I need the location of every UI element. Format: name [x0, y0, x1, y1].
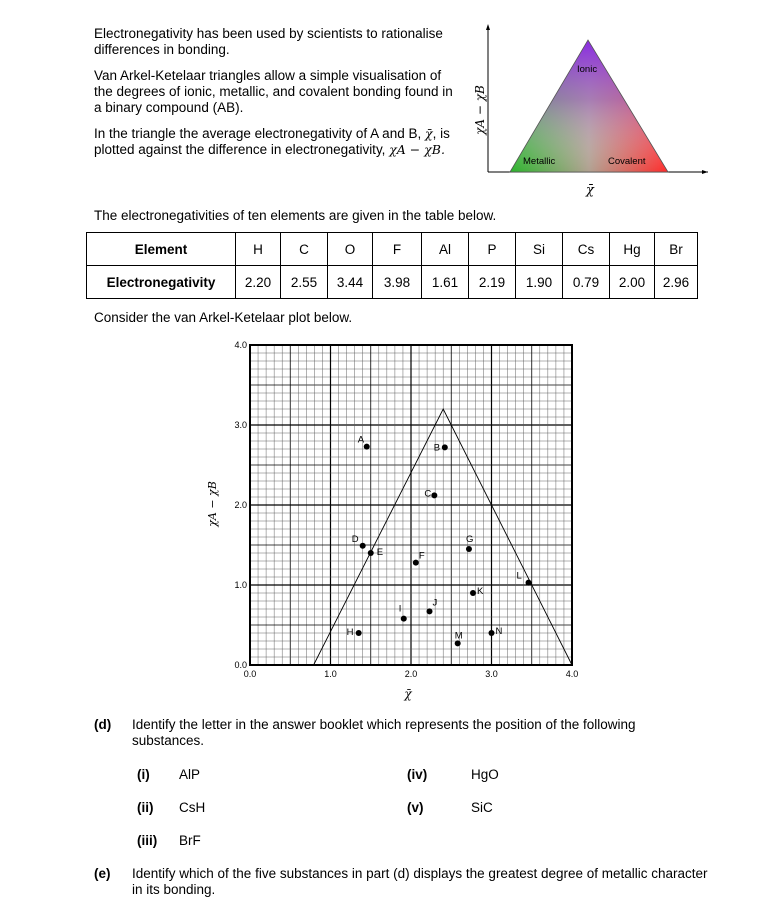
table-cell-value: 3.98 — [373, 266, 422, 299]
data-point-a — [364, 444, 370, 450]
intro-p3-part-a: In the triangle the average electronegativity of A and B, — [94, 126, 422, 141]
triangle-label-ionic: Ionic — [577, 64, 598, 75]
x-tick-label: 1.0 — [324, 669, 337, 679]
data-point-j — [427, 608, 433, 614]
table-cell-element: C — [281, 233, 328, 266]
question-d-number: (d) — [94, 717, 112, 732]
item-iv-substance: HgO — [471, 767, 499, 782]
table-cell-element: Br — [655, 233, 698, 266]
item-iv-number: (iv) — [407, 767, 428, 782]
plot-y-label: χA − χB — [206, 481, 219, 527]
point-label-i: I — [398, 603, 402, 615]
item-v-number: (v) — [407, 800, 424, 815]
triangle-label-metallic: Metallic — [523, 156, 556, 167]
data-point-h — [356, 630, 362, 636]
item-i-substance: AlP — [179, 767, 201, 782]
point-label-f: F — [418, 550, 425, 562]
table-cell-element: H — [236, 233, 281, 266]
intro-paragraph-2: Van Arkel-Ketelaar triangles allow a simple visualisation of the degrees of ionic, metallic, and covalent bonding found in a binary compound (AB). — [94, 68, 453, 115]
point-label-k: K — [476, 586, 484, 597]
data-point-e — [368, 550, 374, 556]
data-point-g — [466, 546, 472, 552]
table-cell-value: 2.20 — [236, 266, 281, 299]
triangle-colour-overlay — [510, 40, 668, 172]
point-label-d: D — [351, 533, 359, 545]
data-point-c — [431, 492, 437, 498]
point-label-b: B — [433, 442, 441, 454]
item-iii-substance: BrF — [179, 833, 201, 848]
point-label-c: C — [424, 488, 432, 500]
table-cell-element: Cs — [563, 233, 610, 266]
data-point-n — [489, 630, 495, 636]
table-cell-element: Al — [422, 233, 469, 266]
point-label-n: N — [495, 626, 503, 637]
plot-points — [347, 435, 532, 647]
item-i-number: (i) — [137, 767, 150, 782]
table-cell-value: 2.96 — [655, 266, 698, 299]
point-label-a: A — [357, 434, 365, 446]
x-tick-label: 0.0 — [243, 669, 257, 679]
point-label-g: G — [465, 534, 474, 545]
triangle-y-label: χA − χB — [473, 85, 487, 135]
table-header-electronegativity: Electronegativity — [87, 266, 236, 299]
y-tick-label: 1.0 — [234, 580, 247, 590]
item-ii-substance: CsH — [179, 800, 206, 815]
plot-grid — [250, 345, 572, 665]
triangle-y-arrow-icon — [486, 24, 490, 30]
difference-symbol: χA − χB. — [389, 142, 445, 157]
table-cell-element: Si — [516, 233, 563, 266]
question-e-number: (e) — [94, 866, 111, 881]
table-intro-text: The electronegativities of ten elements are given in the table below. — [94, 208, 497, 223]
data-point-k — [470, 590, 476, 596]
data-point-l — [526, 580, 532, 586]
table-cell-value: 1.61 — [422, 266, 469, 299]
item-v-substance: SiC — [471, 800, 493, 815]
van-arkel-ketelaar-plot — [200, 338, 600, 708]
point-label-j: J — [432, 597, 438, 609]
consider-plot-text: Consider the van Arkel-Ketelaar plot below. — [94, 310, 353, 325]
triangle-x-arrow-icon — [702, 170, 708, 174]
table-cell-element: F — [373, 233, 422, 266]
y-tick-label: 3.0 — [234, 420, 247, 430]
triangle-label-covalent: Covalent — [608, 156, 646, 167]
intro-paragraph-3 — [94, 126, 464, 158]
point-label-h: H — [346, 627, 354, 638]
point-label-m: M — [454, 630, 463, 642]
point-label-e: E — [376, 547, 384, 558]
y-tick-label: 2.0 — [234, 500, 247, 510]
table-cell-value: 1.90 — [516, 266, 563, 299]
y-tick-label: 4.0 — [234, 340, 247, 350]
question-d-text: Identify the letter in the answer booklet which represents the position of the following substances. — [132, 717, 636, 748]
xbar-symbol: χ̄ — [424, 126, 433, 141]
table-cell-value: 2.55 — [281, 266, 328, 299]
data-point-i — [401, 616, 407, 622]
table-header-element: Element — [87, 233, 236, 266]
y-tick-label: 0.0 — [234, 660, 247, 670]
table-cell-element: Hg — [610, 233, 655, 266]
plot-ticks — [234, 340, 578, 679]
table-cell-value: 0.79 — [563, 266, 610, 299]
question-e-text: Identify which of the five substances in part (d) displays the greatest degree of metallic character in its bonding. — [132, 866, 708, 897]
table-cell-value: 2.00 — [610, 266, 655, 299]
data-point-b — [442, 444, 448, 450]
van-arkel-triangle-diagram — [440, 20, 740, 200]
x-tick-label: 4.0 — [565, 669, 579, 679]
plot-x-label: χ̄ — [404, 687, 412, 701]
x-tick-label: 3.0 — [485, 669, 498, 679]
table-cell-element: P — [469, 233, 516, 266]
intro-p3-part-b: , is plotted against the difference in electronegativity, — [94, 126, 450, 157]
table-cell-value: 3.44 — [328, 266, 373, 299]
point-label-l: L — [516, 570, 522, 582]
item-ii-number: (ii) — [137, 800, 154, 815]
item-iii-number: (iii) — [137, 833, 158, 848]
table-row-values — [87, 266, 698, 299]
data-point-d — [360, 543, 366, 549]
table-row-elements — [87, 233, 698, 266]
intro-paragraph-1: Electronegativity has been used by scientists to rationalise differences in bonding. — [94, 26, 443, 57]
table-cell-element: O — [328, 233, 373, 266]
triangle-x-label: χ̄ — [586, 183, 594, 198]
x-tick-label: 2.0 — [404, 669, 418, 679]
electronegativity-table — [86, 232, 698, 299]
table-cell-value: 2.19 — [469, 266, 516, 299]
